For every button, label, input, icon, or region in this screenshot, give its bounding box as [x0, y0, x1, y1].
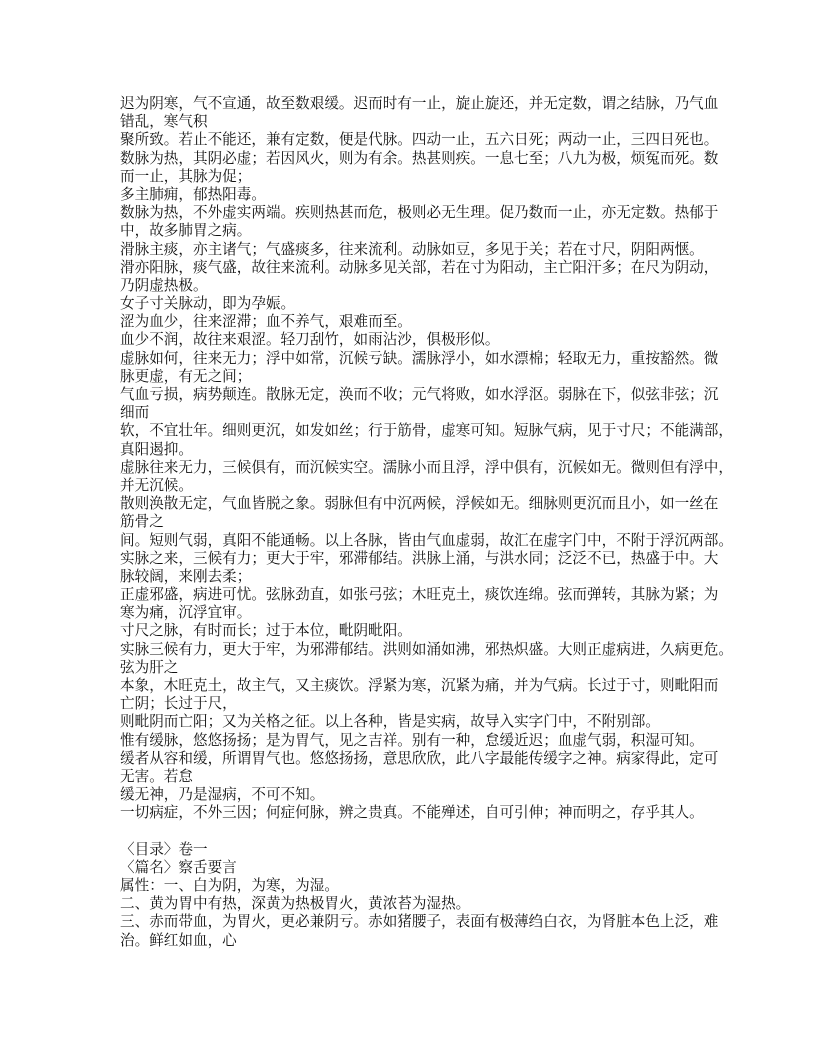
- text-line: 缓者从容和缓，所谓胃气也。悠悠扬扬，意思欣欣，此八字最能传缓字之神。病家得此，定可: [120, 749, 719, 767]
- text-line: 脉更虚，有无之间；: [120, 367, 252, 385]
- text-line: 三、赤而带血，为胃火，更必兼阴亏。赤如猪腰子，表面有极薄绉白衣，为肾脏本色上泛，难: [120, 913, 719, 931]
- text-line: 亡阴；长过于尺，: [120, 695, 237, 713]
- text-line: 并无沉候。: [120, 476, 193, 494]
- text-line: 中，故多肺胃之病。: [120, 222, 252, 240]
- text-line: 治。鲜红如血，心: [120, 931, 237, 949]
- text-line: 无害。若怠: [120, 767, 193, 785]
- text-line: 脉较阔，来刚去柔；: [120, 567, 252, 585]
- text-line: 属性：一、白为阴，为寒，为湿。: [120, 877, 339, 895]
- text-line: 错乱，寒气积: [120, 113, 208, 131]
- text-line: 寸尺之脉，有时而长；过于本位，毗阴毗阳。: [120, 622, 412, 640]
- text-line: 实脉三候有力，更大于牢，为邪滞郁结。洪则如涌如沸，邪热炽盛。大则正虚病进，久病更危。: [120, 640, 733, 658]
- text-line: 筋骨之: [120, 513, 164, 531]
- text-line: 数脉为热，不外虚实两端。疾则热甚而危，极则必无生理。促乃数而一止，亦无定数。热郁于: [120, 204, 719, 222]
- text-line: 二、黄为胃中有热，深黄为热极胃火，黄浓苔为湿热。: [120, 895, 471, 913]
- text-line: 虚脉往来无力，三候俱有，而沉候实空。濡脉小而且浮，浮中俱有，沉候如无。微则但有浮中，: [120, 458, 733, 476]
- text-line: 一切病症，不外三因；何症何脉，辨之贵真。不能殚述，自可引伸；神而明之，存乎其人。: [120, 804, 704, 822]
- text-line: 血少不润，故往来艰涩。轻刀刮竹，如雨沾沙，俱极形似。: [120, 331, 500, 349]
- text-line: 本象，木旺克土，故主气，又主痰饮。浮紧为寒，沉紧为痛，并为气病。长过于寸，则毗阳而: [120, 677, 719, 694]
- text-line: 聚所致。若止不能还，兼有定数，便是代脉。四动一止，五六日死；两动一止，三四日死也。: [120, 131, 719, 149]
- text-line: 细而: [120, 404, 150, 422]
- text-line: 滑脉主痰，亦主诸气；气盛痰多，往来流利。动脉如豆，多见于关；若在寸尺，阴阳两惬。: [120, 240, 704, 258]
- text-line: 则毗阴而亡阳；又为关格之征。以上各种，皆是实病，故导入实字门中，不附别部。: [120, 713, 660, 731]
- text-line: 多主肺痈，郁热阳毒。: [120, 185, 266, 203]
- text-line: 散则涣散无定，气血皆脱之象。弱脉但有中沉两候，浮候如无。细脉则更沉而且小，如一丝在: [120, 495, 719, 513]
- document-page: [120, 95, 733, 950]
- text-line: 间。短则气弱，真阳不能通畅。以上各脉，皆由气血虚弱，故汇在虚字门中，不附于浮沉两部。: [120, 531, 733, 549]
- toc-heading: 〈目录〉卷一: [120, 840, 208, 858]
- text-line: 正虚邪盛，病进可忧。弦脉劲直，如张弓弦；木旺克土，痰饮连绵。弦而弹转，其脉为紧；为: [120, 586, 719, 604]
- text-line: 软，不宜壮年。细则更沉，如发如丝；行于筋骨，虚寒可知。短脉气病，见于寸尺；不能满部，: [120, 422, 733, 440]
- text-line: 女子寸关脉动，即为孕娠。: [120, 295, 296, 313]
- text-line: 而一止，其脉为促；: [120, 167, 252, 185]
- text-line: 实脉之来，三候有力；更大于牢，邪滞郁结。洪脉上涌，与洪水同；泛泛不已，热盛于中。大: [120, 549, 719, 567]
- blank-line: [120, 823, 710, 841]
- text-line: 滑亦阳脉，痰气盛，故往来流利。动脉多见关部，若在寸为阳动，主亡阳汗多；在尺为阴动，: [120, 258, 719, 276]
- text-line: 缓无神，乃是湿病，不可不知。: [120, 786, 325, 804]
- text-line: 迟为阴寒，气不宣通，故至数艰缓。迟而时有一止，旋止旋还，并无定数，谓之结脉，乃气血: [120, 95, 719, 112]
- text-line: 真阳遏抑。: [120, 440, 193, 458]
- text-line: 数脉为热，其阴必虚；若因风火，则为有余。热甚则疾。一息七至；八九为极，烦冤而死。数: [120, 149, 719, 167]
- text-line: 乃阴虚热极。: [120, 276, 208, 294]
- text-line: 寒为痛，沉浮宜审。: [120, 604, 252, 622]
- text-line: 虚脉如何，往来无力；浮中如常，沉候亏缺。濡脉浮小，如水漂棉；轻取无力，重按豁然。微: [120, 349, 719, 367]
- text-line: 弦为肝之: [120, 658, 179, 676]
- text-line: 气血亏损，病势颠连。散脉无定，涣而不收；元气将败，如水浮沤。弱脉在下，似弦非弦；沉: [120, 386, 719, 403]
- chapter-title: 〈篇名〉察舌要言: [120, 858, 237, 876]
- text-line: 惟有缓脉，悠悠扬扬；是为胃气，见之吉祥。别有一种，怠缓近迟；血虚气弱，积湿可知。: [120, 731, 704, 749]
- text-line: 涩为血少，往来涩滞；血不养气，艰难而至。: [120, 313, 412, 331]
